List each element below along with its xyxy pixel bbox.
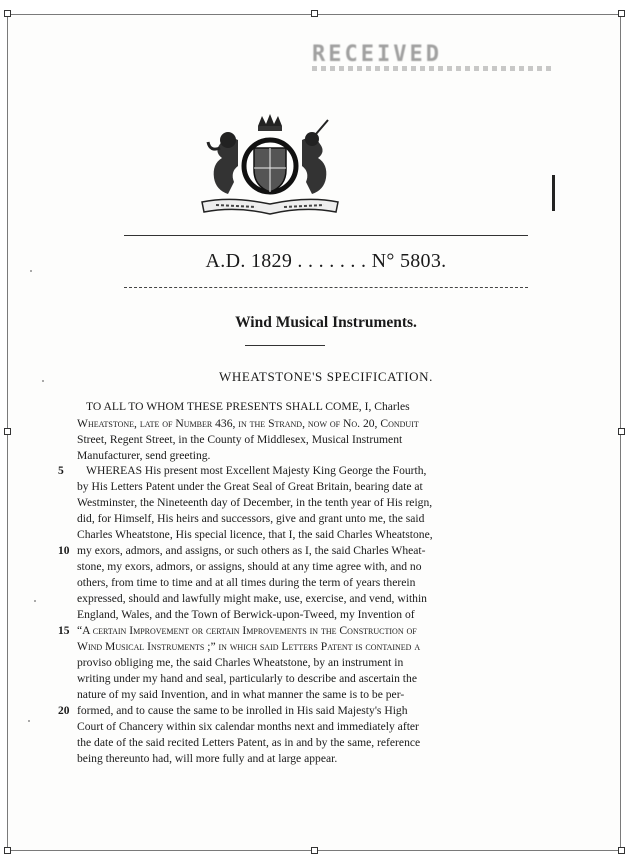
body-line: Wind Musical Instruments ;” in which said Letters Patent is contained a — [77, 640, 421, 653]
bottom-rule — [124, 287, 528, 289]
patent-number: A.D. 1829 . . . . . . . N° 5803. — [205, 250, 447, 272]
binding-mark — [552, 175, 555, 211]
line-number: 10 — [58, 545, 70, 557]
body-line: Street, Regent Street, in the County of Middlesex, Musical Instrument — [77, 433, 403, 446]
resize-handle-bottom-center[interactable] — [311, 847, 318, 854]
specification-heading: WHEATSTONE'S SPECIFICATION. — [218, 369, 434, 384]
resize-handle-top-center[interactable] — [311, 10, 318, 17]
resize-handle-top-left[interactable] — [4, 10, 11, 17]
body-line: England, Wales, and the Town of Berwick-upon-Tweed, my Invention of — [77, 608, 415, 621]
scan-speck — [42, 380, 44, 382]
resize-handle-middle-left[interactable] — [4, 428, 11, 435]
body-line: Charles Wheatstone, His special licence, that I, the said Charles Wheatstone, — [77, 528, 433, 541]
body-line: writing under my hand and seal, particularly to describe and ascertain the — [77, 672, 417, 685]
scan-speck — [34, 600, 36, 602]
body-line: the date of the said recited Letters Patent, as in and by the same, reference — [77, 736, 421, 749]
royal-coat-of-arms-icon — [192, 112, 348, 216]
body-line: Court of Chancery within six calendar months next and immediately after — [77, 720, 419, 733]
resize-handle-middle-right[interactable] — [618, 428, 625, 435]
body-line: expressed, should and lawfully might make, use, exercise, and vend, within — [77, 592, 427, 605]
resize-handle-bottom-right[interactable] — [618, 847, 625, 854]
body-line: Westminster, the Nineteenth day of December, in the tenth year of His reign, — [77, 496, 433, 509]
body-line: TO ALL TO WHOM THESE PRESENTS SHALL COME, I, Charles — [86, 400, 410, 413]
body-line: formed, and to cause the same to be inrolled in His said Majesty's High — [77, 704, 408, 717]
resize-handle-top-right[interactable] — [618, 10, 625, 17]
body-line: by His Letters Patent under the Great Seal of Great Britain, bearing date at — [77, 480, 423, 493]
body-line: Wheatstone, late of Number 436, in the Strand, now of No. 20, Conduit — [77, 417, 419, 430]
body-line: being thereunto had, will more fully and at large appear. — [77, 752, 338, 765]
line-number: 20 — [58, 705, 70, 717]
scan-speck — [28, 720, 30, 722]
received-stamp: RECEIVED — [312, 42, 442, 67]
body-line: WHEREAS His present most Excellent Majesty King George the Fourth, — [86, 464, 427, 477]
document-title: Wind Musical Instruments. — [235, 314, 417, 331]
body-line: others, from time to time and at all times during the term of years therein — [77, 576, 416, 589]
body-line: nature of my said Invention, and in what manner the same is to be per- — [77, 688, 405, 701]
body-line: stone, my exors, admors, or assigns, should at any time agree with, and no — [77, 560, 422, 573]
stamp-smudge — [312, 66, 552, 71]
body-line: Manufacturer, send greeting. — [77, 449, 211, 462]
scan-speck — [30, 270, 32, 272]
body-line: did, for Himself, His heirs and successors, give and grant unto me, the said — [77, 512, 425, 525]
body-line: my exors, admors, and assigns, or such others as I, the said Charles Wheat- — [77, 544, 426, 557]
resize-handle-bottom-left[interactable] — [4, 847, 11, 854]
top-rule — [124, 235, 528, 236]
line-number: 15 — [58, 625, 70, 637]
body-line: “A certain Improvement or certain Improvements in the Construction of — [77, 624, 417, 637]
title-rule — [245, 345, 325, 346]
line-number: 5 — [58, 465, 64, 477]
body-line: proviso obliging me, the said Charles Wheatstone, by an instrument in — [77, 656, 404, 669]
